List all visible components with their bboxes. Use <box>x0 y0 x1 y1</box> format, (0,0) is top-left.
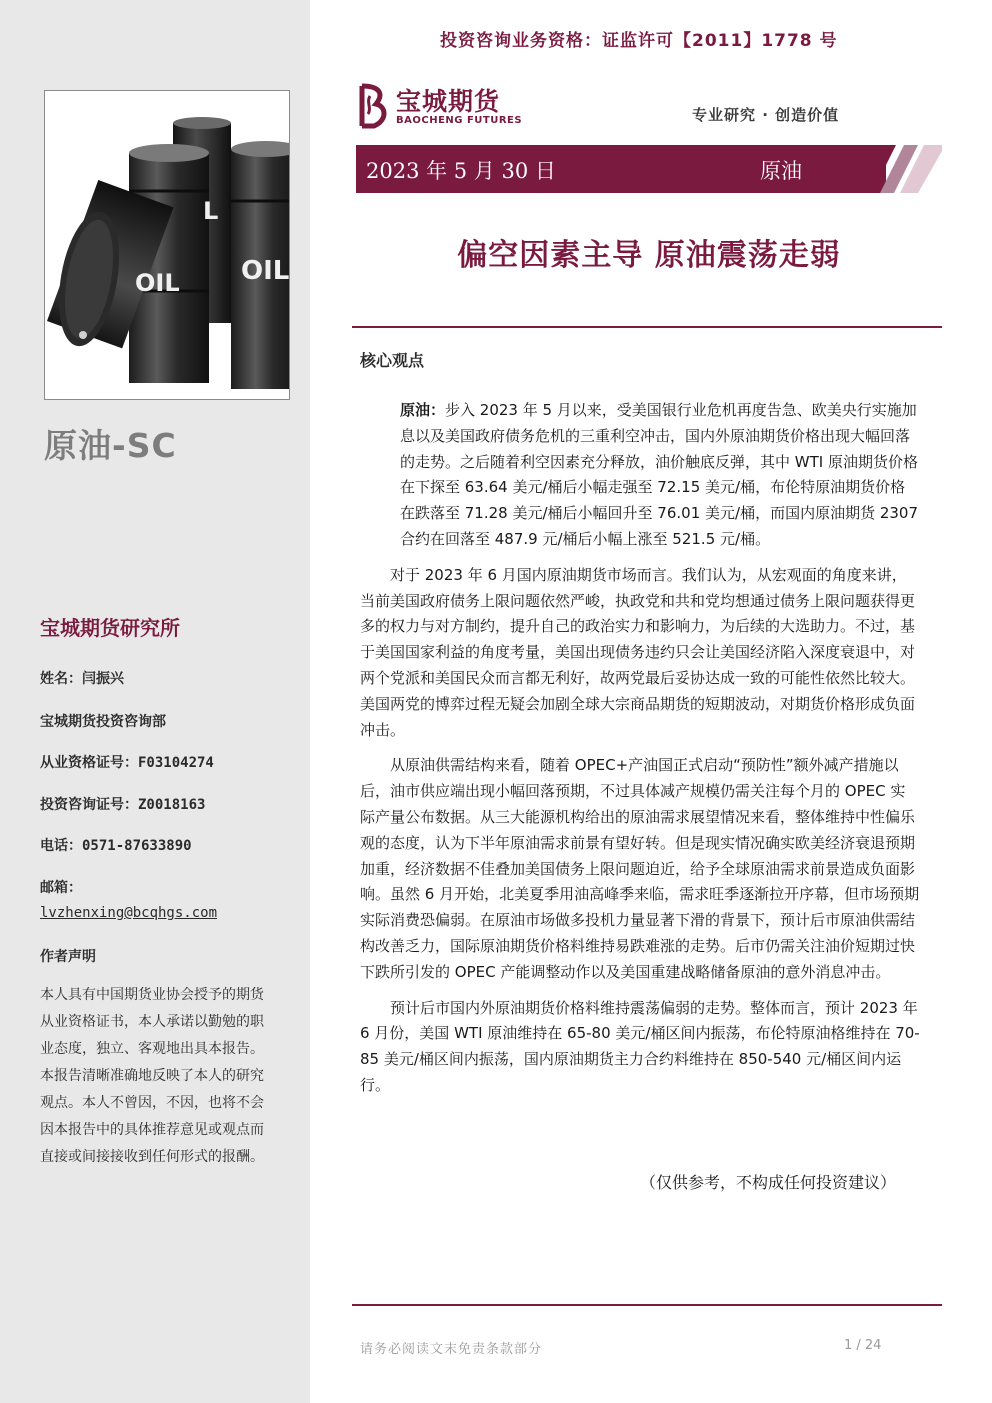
barrel-label-right: OIL <box>241 256 289 286</box>
report-body <box>360 398 920 1109</box>
date-banner <box>356 145 942 193</box>
institute-name: 宝城期货研究所 <box>40 616 180 640</box>
email-label: 邮箱： <box>40 880 82 896</box>
sidebar <box>0 0 310 1403</box>
paragraph: 从原油供需结构来看，随着 OPEC+产油国正式启动“预防性”额外减产措施以后，油市供应端出现小幅回落预期，不过具体减产规模仍需关注每个月的 OPEC 实际产量公布数据。从三大能源机构给出的原油需求展望情况来看，整体维持中性偏乐观的态度，认为下半年原油需求前景有望好转。但是现实情况确实欧美经济衰退预期加重，经济数据不佳叠加美国债务上限问题迫近，给予全球原油需求前景造成负面影响。虽然 6 月开始，北美夏季用油高峰季来临，需求旺季逐渐拉开序幕，但市场预期实际消费恐偏弱。在原油市场做多投机力量显著下滑的背景下，预计后市原油供需结构改善乏力，国际原油期货价格料维持易跌难涨的走势。后市仍需关注油价短期过快下跌所引发的 OPEC 产能调整动作以及美国重建战略储备原油的意外消息冲击。 <box>360 756 920 981</box>
barrel-label-left: OIL <box>135 269 180 297</box>
barrel-label-partial: L <box>203 197 219 225</box>
page-number: 1 / 24 <box>844 1338 882 1353</box>
product-title: 原油-SC <box>44 426 177 465</box>
analyst-name: 姓名：闫振兴 <box>40 671 124 687</box>
department: 宝城期货投资咨询部 <box>40 714 166 730</box>
footer-divider <box>352 1304 942 1306</box>
company-logo <box>356 82 536 132</box>
report-category: 原油 <box>760 159 802 183</box>
qualification-line: 投资咨询业务资格：证监许可【2011】1778 号 <box>440 31 838 51</box>
logo-b-icon <box>356 82 390 130</box>
phone: 电话：0571-87633890 <box>40 838 192 854</box>
investment-disclaimer: （仅供参考，不构成任何投资建议） <box>640 1173 897 1192</box>
declaration-heading: 作者声明 <box>40 949 96 965</box>
email-link[interactable]: lvzhenxing@bcqhgs.com <box>40 905 218 921</box>
paragraph: 预计后市国内外原油期货价格料维持震荡偏弱的走势。整体而言，预计 2023 年 6 月份，美国 WTI 原油维持在 65-80 美元/桶区间内振荡，布伦特原油格维持在 70-85 美元/桶区间内振荡，国内原油期货主力合约料维持在 850-540 元/桶区间内运行。 <box>360 998 920 1094</box>
qualification-number: 从业资格证号：F03104274 <box>40 755 214 771</box>
oil-barrels-image <box>44 90 290 400</box>
paragraph <box>360 398 920 553</box>
footer-notice: 请务必阅读文末免责条款部分 <box>360 1342 543 1357</box>
company-name-en: BAOCHENG FUTURES <box>396 115 523 126</box>
slogan: 专业研究 · 创造价值 <box>692 106 840 124</box>
banner-stripes-icon <box>856 145 942 193</box>
paragraph-text: 步入 2023 年 5 月以来，受美国银行业危机再度告急、欧美央行实施加息以及美国政府债务危机的三重利空冲击，国内外原油期货价格出现大幅回落的走势。之后随着利空因素充分释放，油价触底反弹，其中 WTI 原油期货价格在下探至 63.64 美元/桶后小幅走强至 72.15 美元/桶，布伦特原油期货价格在跌落至 71.28 美元/桶后小幅回升至 76.01 美元/桶，而国内原油期货 2307 合约在回落至 487.9 元/桶后小幅上涨至 521.5 元/桶。 <box>400 401 919 548</box>
author-declaration: 本人具有中国期货业协会授予的期货从业资格证书，本人承诺以勤勉的职业态度，独立、客观地出具本报告。本报告清晰准确地反映了本人的研究观点。本人不曾因，不因，也将不会因本报告中的具体推荐意见或观点而直接或间接接收到任何形式的报酬。 <box>40 987 264 1165</box>
section-title: 核心观点 <box>360 351 425 370</box>
company-name-cn: 宝城期货 <box>396 87 501 116</box>
title-divider <box>352 326 942 328</box>
paragraph: 对于 2023 年 6 月国内原油期货市场而言。我们认为，从宏观面的角度来讲，当前美国政府债务上限问题依然严峻，执政党和共和党均想通过债务上限问题获得更多的权力与对方制约，提升自己的政治实力和影响力，为后续的大选助力。不过，基于美国国家利益的角度考量，美国出现债务违约只会让美国经济陷入深度衰退中，对两个党派和美国民众而言都无利好，故两党最后妥协达成一致的可能性依然比较大。美国两党的博弈过程无疑会加剧全球大宗商品期货的短期波动，对期货价格形成负面冲击。 <box>360 565 916 739</box>
consulting-number: 投资咨询证号：Z0018163 <box>40 797 206 813</box>
report-title: 偏空因素主导 原油震荡走弱 <box>457 238 841 273</box>
report-date: 2023 年 5 月 30 日 <box>366 159 556 183</box>
lead-label: 原油： <box>400 401 446 419</box>
